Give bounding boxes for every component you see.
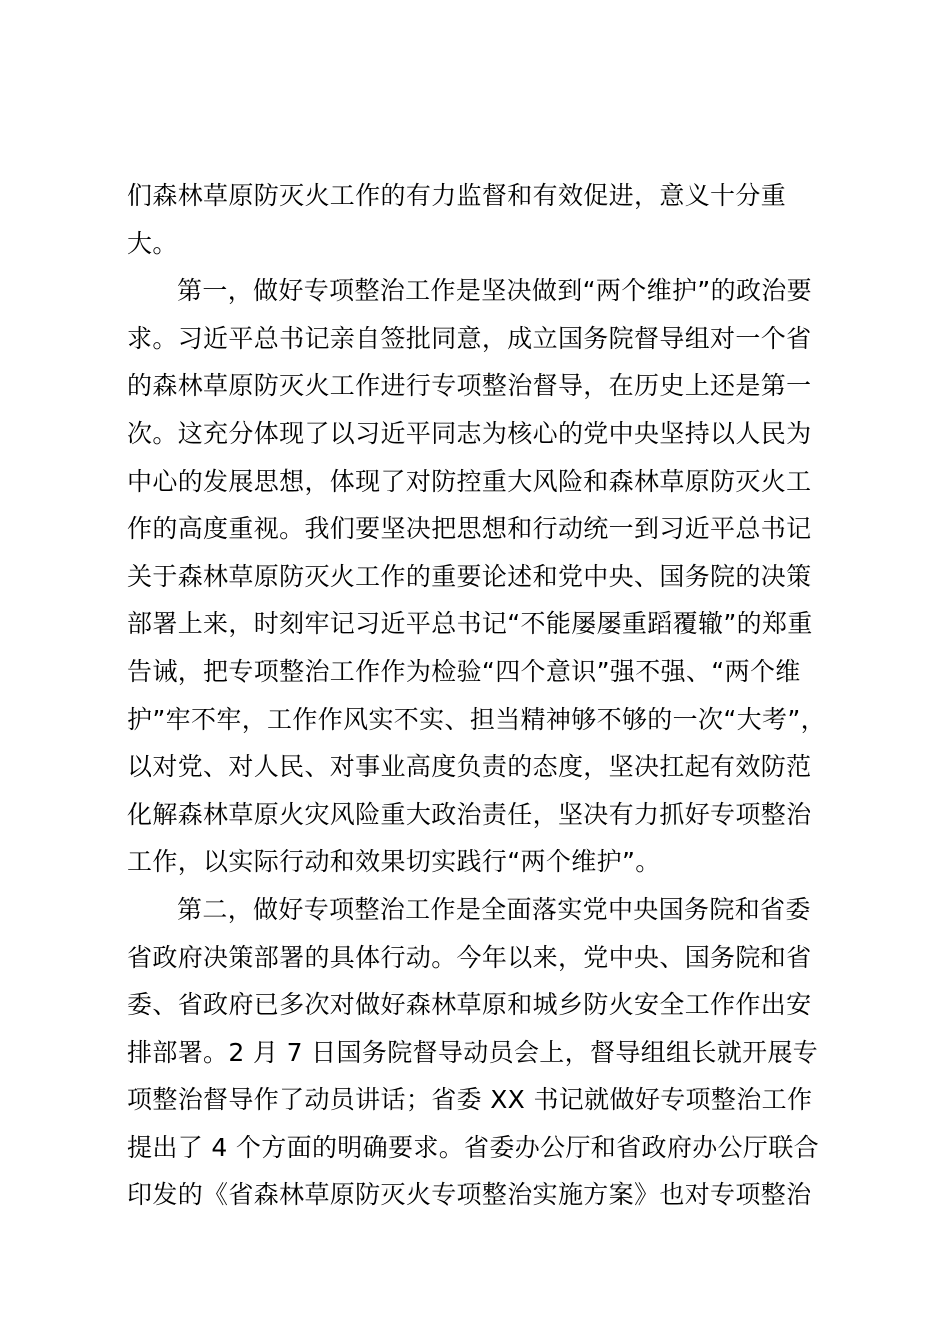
text-line: 工作，以实际行动和效果切实践行“两个维护”。 — [127, 847, 661, 877]
text-line: 关于森林草原防灭火工作的重要论述和党中央、国务院的决策 — [127, 561, 812, 591]
text-line: 项整治督导作了动员讲话；省委 XX 书记就做好专项整治工作 — [127, 1085, 813, 1115]
text-line: 省政府决策部署的具体行动。今年以来，党中央、国务院和省 — [127, 942, 812, 972]
text-line: 告诫，把专项整治工作作为检验“四个意识”强不强、“两个维 — [127, 656, 801, 686]
text-line: 求。习近平总书记亲自签批同意，成立国务院督导组对一个省 — [127, 323, 812, 353]
text-line: 委、省政府已多次对做好森林草原和城乡防火安全工作作出安 — [127, 990, 812, 1020]
text-line: 提出了 4 个方面的明确要求。省委办公厅和省政府办公厅联合 — [127, 1132, 819, 1162]
text-line: 以对党、对人民、对事业高度负责的态度，坚决扛起有效防范 — [127, 752, 812, 782]
text-line: 化解森林草原火灾风险重大政治责任，坚决有力抓好专项整治 — [127, 799, 812, 829]
text-line: 护”牢不牢，工作作风实不实、担当精神够不够的一次“大考”， — [127, 704, 827, 734]
text-line: 的森林草原防灭火工作进行专项整治督导，在历史上还是第一 — [127, 371, 812, 401]
text-line: 排部署。2 月 7 日国务院督导动员会上，督导组组长就开展专 — [127, 1037, 819, 1067]
text-line: 印发的《省森林草原防灭火专项整治实施方案》也对专项整治 — [127, 1180, 812, 1210]
text-line: 大。 — [127, 228, 178, 258]
text-line: 们森林草原防灭火工作的有力监督和有效促进，意义十分重 — [127, 181, 787, 210]
document-body — [127, 172, 827, 1219]
text-line: 部署上来，时刻牢记习近平总书记“不能屡屡重蹈覆辙”的郑重 — [127, 609, 813, 639]
paragraph-first-line: 第一，做好专项整治工作是坚决做到“两个维护”的政治要 — [177, 276, 813, 306]
text-line: 中心的发展思想，体现了对防控重大风险和森林草原防灭火工 — [127, 466, 812, 496]
text-line: 作的高度重视。我们要坚决把思想和行动统一到习近平总书记 — [127, 514, 812, 544]
paragraph-first-line: 第二，做好专项整治工作是全面落实党中央国务院和省委 — [177, 894, 811, 924]
text-line: 次。这充分体现了以习近平同志为核心的党中央坚持以人民为 — [127, 418, 812, 448]
